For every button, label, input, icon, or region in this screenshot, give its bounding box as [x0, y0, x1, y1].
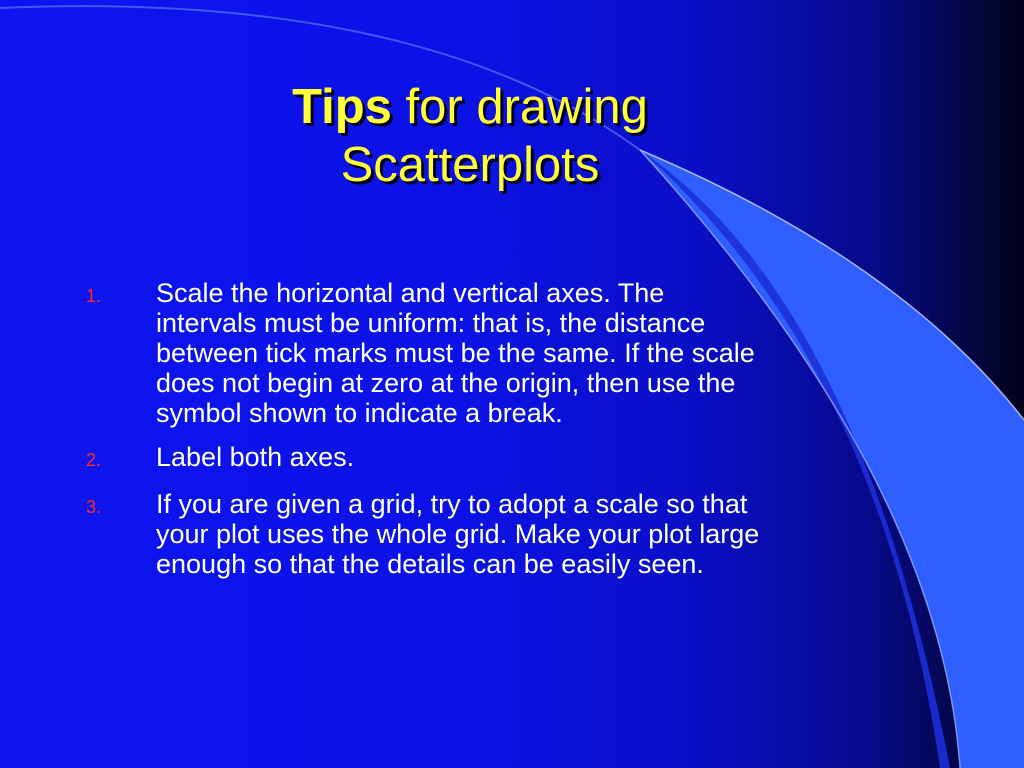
- title-rest: for drawing Scatterplots: [340, 80, 648, 192]
- list-item: [86, 278, 936, 428]
- title-bold-word: Tips: [292, 80, 392, 134]
- list-text: Scale the horizontal and vertical axes. The intervals must be uniform: that is, the distance between tick marks must be the same. If the scale does not begin at zero at the origin, then use the symbol shown to indicate a break.: [156, 278, 755, 428]
- list-number: 2.: [86, 450, 102, 470]
- list-number: 1.: [86, 286, 102, 306]
- slide-title: [150, 78, 790, 194]
- tips-list: [86, 278, 936, 593]
- list-text: Label both axes.: [156, 442, 355, 472]
- list-item: [86, 442, 936, 475]
- list-item: [86, 489, 936, 579]
- list-number: 3.: [86, 497, 102, 517]
- list-text: If you are given a grid, try to adopt a scale so that your plot uses the whole grid. Make your plot large enough so that the details can be easily seen.: [156, 489, 760, 579]
